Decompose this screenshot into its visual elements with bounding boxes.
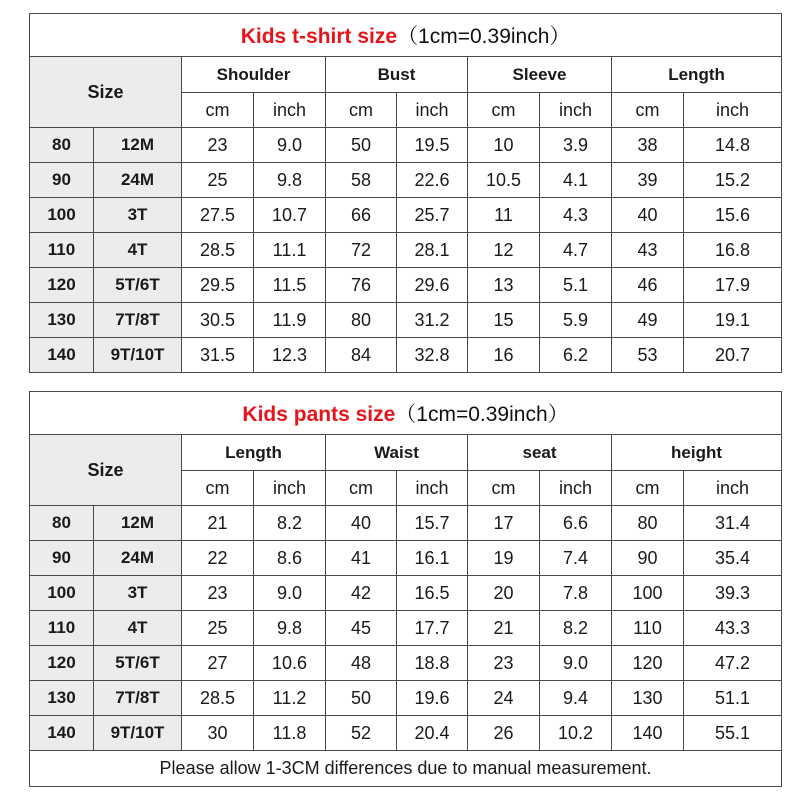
measurement-cell: 15.7 [397, 506, 468, 541]
measurement-cell: 18.8 [397, 646, 468, 681]
pants-group-seat: seat [468, 435, 612, 471]
table-row [30, 268, 782, 303]
measurement-cell: 47.2 [684, 646, 782, 681]
measurement-cell: 13 [468, 268, 540, 303]
measurement-cell: 22.6 [397, 163, 468, 198]
measurement-cell: 110 [612, 611, 684, 646]
measurement-cell: 8.2 [540, 611, 612, 646]
tshirt-title-main: Kids t-shirt size [240, 25, 398, 48]
tshirt-group-bust: Bust [326, 57, 468, 93]
measurement-cell: 9.0 [540, 646, 612, 681]
pants-unit-header: cm [326, 471, 397, 506]
pants-size-table [29, 391, 782, 787]
table-row [30, 681, 782, 716]
measurement-cell: 17.9 [684, 268, 782, 303]
measurement-cell: 30 [182, 716, 254, 751]
measurement-cell: 5.9 [540, 303, 612, 338]
measurement-cell: 9.0 [254, 128, 326, 163]
pants-size-table-wrapper [29, 391, 781, 787]
size-age-cell: 7T/8T [94, 303, 182, 338]
measurement-cell: 9.8 [254, 163, 326, 198]
measurement-cell: 21 [468, 611, 540, 646]
tshirt-group-shoulder: Shoulder [182, 57, 326, 93]
measurement-cell: 10.5 [468, 163, 540, 198]
size-age-cell: 12M [94, 506, 182, 541]
measurement-cell: 50 [326, 128, 397, 163]
size-code-cell: 140 [30, 338, 94, 373]
measurement-cell: 8.2 [254, 506, 326, 541]
tshirt-unit-header: inch [397, 93, 468, 128]
size-code-cell: 120 [30, 268, 94, 303]
measurement-cell: 20.7 [684, 338, 782, 373]
size-code-cell: 120 [30, 646, 94, 681]
measurement-cell: 58 [326, 163, 397, 198]
pants-unit-header: inch [397, 471, 468, 506]
measurement-cell: 15.6 [684, 198, 782, 233]
size-code-cell: 100 [30, 576, 94, 611]
size-age-cell: 4T [94, 233, 182, 268]
table-row [30, 233, 782, 268]
pants-unit-header: cm [612, 471, 684, 506]
measurement-cell: 20 [468, 576, 540, 611]
tshirt-table-title [30, 14, 782, 57]
measurement-cell: 31.2 [397, 303, 468, 338]
measurement-cell: 100 [612, 576, 684, 611]
measurement-cell: 29.6 [397, 268, 468, 303]
size-code-cell: 90 [30, 163, 94, 198]
tshirt-size-header: Size [30, 57, 182, 128]
tshirt-unit-header: cm [182, 93, 254, 128]
size-age-cell: 9T/10T [94, 338, 182, 373]
measurement-cell: 120 [612, 646, 684, 681]
measurement-note: Please allow 1-3CM differences due to manual measurement. [30, 751, 782, 787]
measurement-cell: 53 [612, 338, 684, 373]
measurement-cell: 8.6 [254, 541, 326, 576]
size-code-cell: 110 [30, 233, 94, 268]
size-age-cell: 12M [94, 128, 182, 163]
measurement-cell: 11.1 [254, 233, 326, 268]
tshirt-table-body [30, 128, 782, 373]
measurement-cell: 16 [468, 338, 540, 373]
measurement-cell: 49 [612, 303, 684, 338]
tshirt-unit-header: inch [254, 93, 326, 128]
measurement-cell: 80 [326, 303, 397, 338]
measurement-cell: 16.1 [397, 541, 468, 576]
size-code-cell: 80 [30, 128, 94, 163]
measurement-cell: 23 [182, 128, 254, 163]
measurement-cell: 9.4 [540, 681, 612, 716]
measurement-cell: 19.1 [684, 303, 782, 338]
measurement-cell: 32.8 [397, 338, 468, 373]
measurement-cell: 11.9 [254, 303, 326, 338]
size-code-cell: 80 [30, 506, 94, 541]
size-code-cell: 130 [30, 681, 94, 716]
pants-size-header: Size [30, 435, 182, 506]
table-row [30, 198, 782, 233]
table-row [30, 646, 782, 681]
pants-table-body [30, 506, 782, 751]
measurement-cell: 40 [612, 198, 684, 233]
pants-unit-header: inch [254, 471, 326, 506]
measurement-cell: 16.5 [397, 576, 468, 611]
pants-group-height: height [612, 435, 782, 471]
measurement-cell: 25 [182, 611, 254, 646]
measurement-cell: 29.5 [182, 268, 254, 303]
size-age-cell: 5T/6T [94, 268, 182, 303]
measurement-cell: 15 [468, 303, 540, 338]
pants-title-conversion: （1cm=0.39inch） [395, 403, 569, 426]
measurement-cell: 51.1 [684, 681, 782, 716]
size-age-cell: 5T/6T [94, 646, 182, 681]
measurement-cell: 22 [182, 541, 254, 576]
measurement-cell: 7.4 [540, 541, 612, 576]
pants-table-title [30, 392, 782, 435]
measurement-cell: 80 [612, 506, 684, 541]
measurement-cell: 30.5 [182, 303, 254, 338]
measurement-cell: 28.5 [182, 681, 254, 716]
tshirt-size-table-wrapper [29, 13, 781, 373]
measurement-cell: 16.8 [684, 233, 782, 268]
measurement-cell: 25 [182, 163, 254, 198]
measurement-cell: 41 [326, 541, 397, 576]
measurement-cell: 11.5 [254, 268, 326, 303]
measurement-cell: 72 [326, 233, 397, 268]
tshirt-title-conversion: （1cm=0.39inch） [397, 25, 571, 48]
measurement-cell: 55.1 [684, 716, 782, 751]
measurement-cell: 25.7 [397, 198, 468, 233]
tshirt-size-table [29, 13, 782, 373]
measurement-cell: 10.6 [254, 646, 326, 681]
table-row [30, 163, 782, 198]
pants-group-waist: Waist [326, 435, 468, 471]
size-code-cell: 90 [30, 541, 94, 576]
size-age-cell: 3T [94, 198, 182, 233]
measurement-cell: 66 [326, 198, 397, 233]
size-code-cell: 130 [30, 303, 94, 338]
measurement-cell: 6.2 [540, 338, 612, 373]
measurement-cell: 3.9 [540, 128, 612, 163]
measurement-cell: 52 [326, 716, 397, 751]
measurement-cell: 14.8 [684, 128, 782, 163]
measurement-cell: 40 [326, 506, 397, 541]
measurement-cell: 35.4 [684, 541, 782, 576]
table-row [30, 611, 782, 646]
measurement-cell: 46 [612, 268, 684, 303]
measurement-cell: 10.7 [254, 198, 326, 233]
size-code-cell: 140 [30, 716, 94, 751]
tshirt-unit-header: cm [468, 93, 540, 128]
measurement-cell: 17 [468, 506, 540, 541]
measurement-cell: 26 [468, 716, 540, 751]
size-age-cell: 9T/10T [94, 716, 182, 751]
measurement-cell: 39.3 [684, 576, 782, 611]
measurement-cell: 76 [326, 268, 397, 303]
measurement-cell: 19.5 [397, 128, 468, 163]
measurement-cell: 43.3 [684, 611, 782, 646]
size-code-cell: 100 [30, 198, 94, 233]
measurement-cell: 50 [326, 681, 397, 716]
measurement-cell: 11.2 [254, 681, 326, 716]
table-row [30, 541, 782, 576]
measurement-cell: 17.7 [397, 611, 468, 646]
measurement-cell: 31.5 [182, 338, 254, 373]
measurement-cell: 48 [326, 646, 397, 681]
measurement-cell: 9.8 [254, 611, 326, 646]
measurement-cell: 11 [468, 198, 540, 233]
measurement-cell: 27.5 [182, 198, 254, 233]
measurement-cell: 38 [612, 128, 684, 163]
pants-group-length: Length [182, 435, 326, 471]
tshirt-unit-header: cm [326, 93, 397, 128]
table-row [30, 716, 782, 751]
measurement-cell: 5.1 [540, 268, 612, 303]
measurement-cell: 24 [468, 681, 540, 716]
measurement-cell: 90 [612, 541, 684, 576]
measurement-cell: 9.0 [254, 576, 326, 611]
measurement-cell: 31.4 [684, 506, 782, 541]
measurement-cell: 10.2 [540, 716, 612, 751]
size-age-cell: 7T/8T [94, 681, 182, 716]
measurement-cell: 11.8 [254, 716, 326, 751]
measurement-cell: 42 [326, 576, 397, 611]
pants-unit-header: cm [182, 471, 254, 506]
measurement-cell: 43 [612, 233, 684, 268]
measurement-cell: 39 [612, 163, 684, 198]
measurement-cell: 4.1 [540, 163, 612, 198]
measurement-cell: 84 [326, 338, 397, 373]
measurement-cell: 23 [182, 576, 254, 611]
table-row [30, 576, 782, 611]
size-age-cell: 4T [94, 611, 182, 646]
table-row [30, 303, 782, 338]
table-row [30, 128, 782, 163]
pants-title-main: Kids pants size [242, 403, 396, 426]
measurement-cell: 4.7 [540, 233, 612, 268]
size-age-cell: 3T [94, 576, 182, 611]
measurement-cell: 12.3 [254, 338, 326, 373]
pants-unit-header: inch [684, 471, 782, 506]
measurement-cell: 23 [468, 646, 540, 681]
measurement-cell: 21 [182, 506, 254, 541]
measurement-cell: 45 [326, 611, 397, 646]
table-row [30, 338, 782, 373]
measurement-cell: 19 [468, 541, 540, 576]
tshirt-unit-header: inch [540, 93, 612, 128]
pants-unit-header: cm [468, 471, 540, 506]
tshirt-group-length: Length [612, 57, 782, 93]
measurement-cell: 28.5 [182, 233, 254, 268]
tshirt-group-sleeve: Sleeve [468, 57, 612, 93]
measurement-cell: 27 [182, 646, 254, 681]
measurement-cell: 12 [468, 233, 540, 268]
size-age-cell: 24M [94, 163, 182, 198]
size-code-cell: 110 [30, 611, 94, 646]
table-row [30, 506, 782, 541]
measurement-cell: 140 [612, 716, 684, 751]
measurement-cell: 6.6 [540, 506, 612, 541]
tshirt-unit-header: inch [684, 93, 782, 128]
measurement-cell: 4.3 [540, 198, 612, 233]
measurement-cell: 130 [612, 681, 684, 716]
measurement-cell: 10 [468, 128, 540, 163]
tshirt-unit-header: cm [612, 93, 684, 128]
pants-unit-header: inch [540, 471, 612, 506]
measurement-cell: 15.2 [684, 163, 782, 198]
measurement-cell: 7.8 [540, 576, 612, 611]
measurement-cell: 20.4 [397, 716, 468, 751]
measurement-cell: 19.6 [397, 681, 468, 716]
measurement-cell: 28.1 [397, 233, 468, 268]
size-age-cell: 24M [94, 541, 182, 576]
